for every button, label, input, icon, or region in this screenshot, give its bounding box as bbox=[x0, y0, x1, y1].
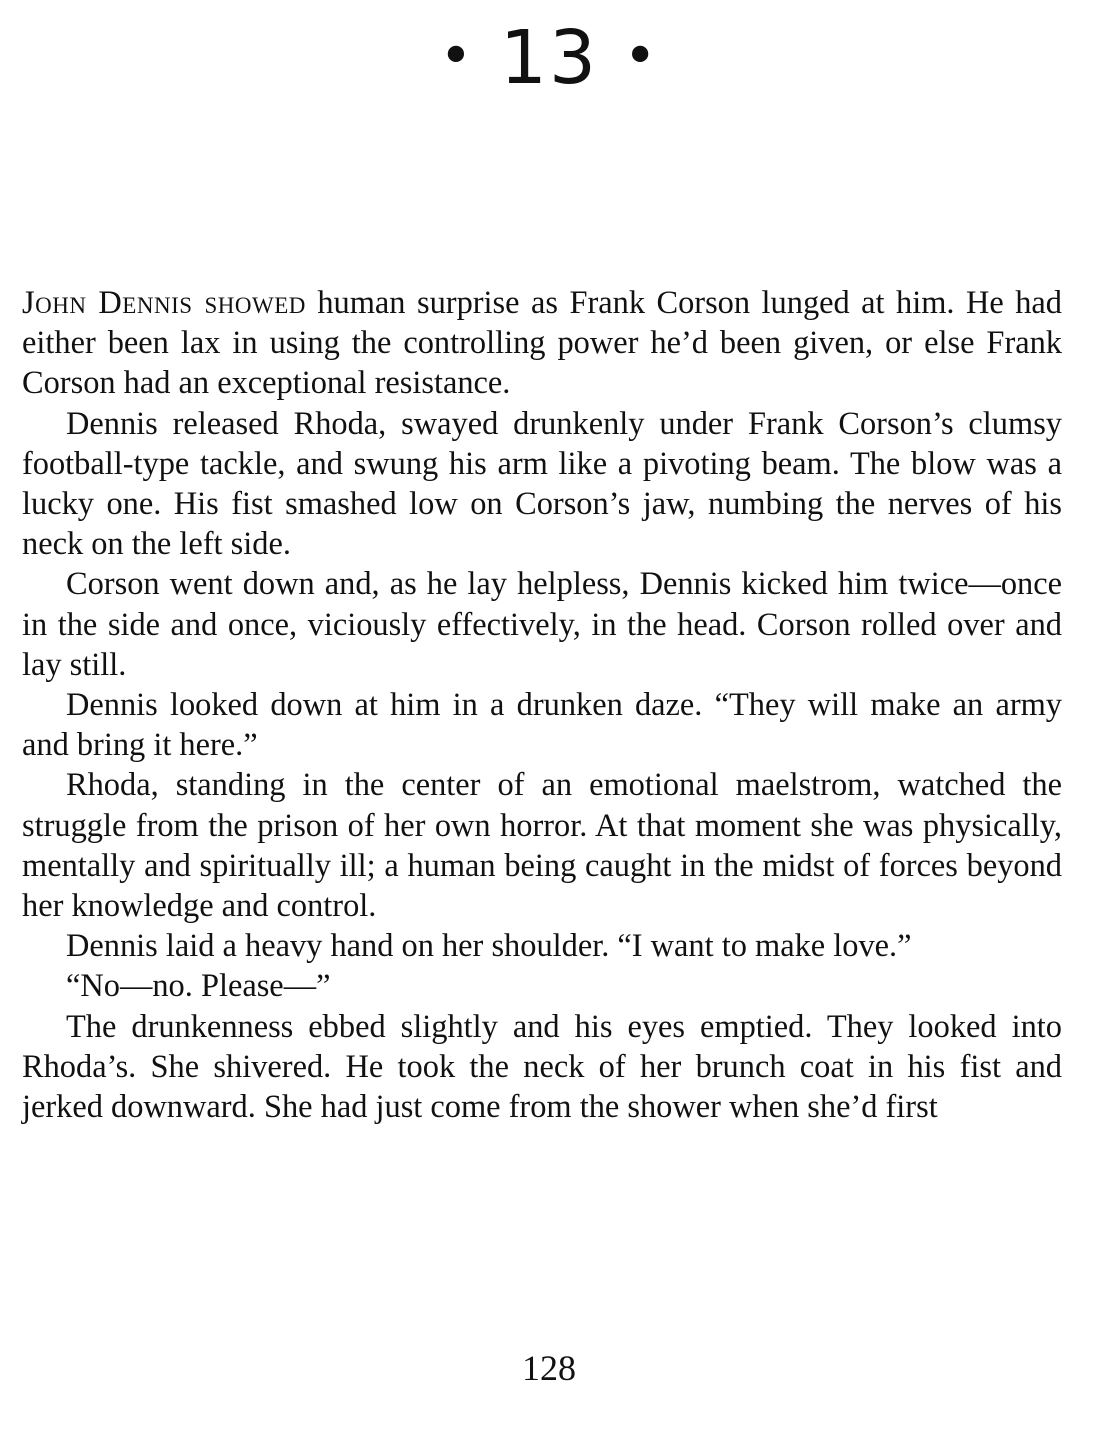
chapter-body bbox=[22, 283, 1062, 1127]
paragraph: Rhoda, standing in the center of an emotional maelstrom, watched the struggle from the prison of her own horror. At that moment she was physically, mentally and spiritually ill; a human being caught in the midst of forces beyond her knowledge and control. bbox=[22, 767, 1062, 925]
chapter-heading bbox=[0, 14, 1098, 101]
paragraph: “No—no. Please—” bbox=[66, 968, 331, 1005]
page-number: 128 bbox=[522, 1348, 576, 1388]
bullet-ornament-left: • bbox=[439, 24, 475, 89]
paragraph: Dennis laid a heavy hand on her shoulder. “I want to make love.” bbox=[66, 928, 912, 965]
paragraph: Corson went down and, as he lay helpless, Dennis kicked him twice—once in the side and once, viciously effectively, in the head. Corson rolled over and lay still. bbox=[22, 566, 1062, 683]
paragraph: The drunkenness ebbed slightly and his eyes emptied. They looked into Rhoda’s. She shivered. He took the neck of her brunch coat in his fist and jerked downward. She had just come from the shower when she’d first bbox=[22, 1008, 1062, 1126]
chapter-number: 13 bbox=[499, 15, 599, 101]
paragraph-text: human surprise as Frank Corson lunged at him. He had either been lax in using the controlling power he’d been given, or else Frank Corson had an exceptional resistance. bbox=[22, 285, 1062, 402]
paragraph bbox=[22, 283, 1062, 404]
bullet-ornament-right: • bbox=[623, 24, 659, 89]
paragraph: Dennis released Rhoda, swayed drunkenly under Frank Corson’s clumsy football-type tackle, and swung his arm like a pivoting beam. The blow was a lucky one. His fist smashed low on Corson’s jaw, numbing the nerves of his neck on the left side. bbox=[22, 405, 1062, 563]
paragraph: Dennis looked down at him in a drunken daze. “They will make an army and bring it here.” bbox=[22, 687, 1062, 764]
lead-in-smallcaps: John Dennis showed bbox=[22, 285, 306, 321]
